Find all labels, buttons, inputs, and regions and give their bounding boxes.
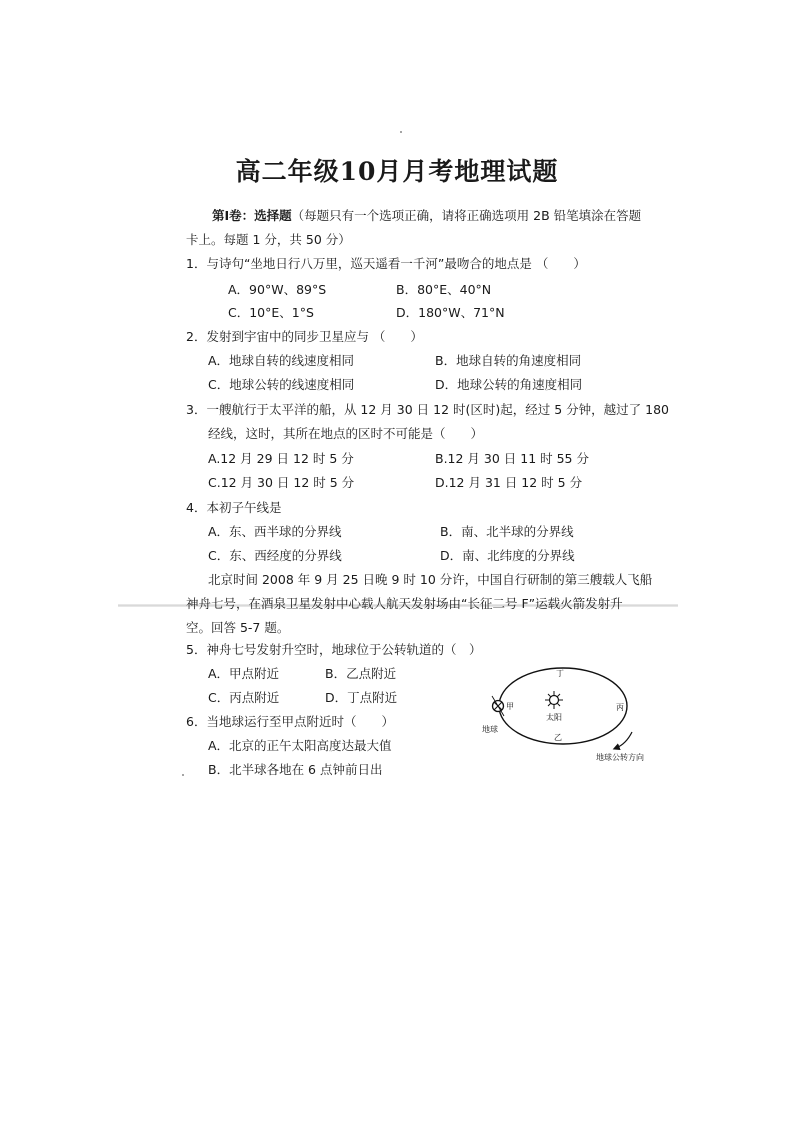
q2-option-a: A．地球自转的线速度相同 xyxy=(208,353,355,368)
section-intro-line-1 xyxy=(212,208,641,224)
passage-line-2: 神舟七号，在酒泉卫星发射中心载人航天发射场由“长征二号 F”运载火箭发射升 xyxy=(186,596,623,611)
q3-option-d: D.12 月 31 日 12 时 5 分 xyxy=(435,475,583,490)
point-yi-label: 乙 xyxy=(554,733,562,742)
point-bing-label: 丙 xyxy=(616,703,624,712)
q3-option-b: B.12 月 30 日 11 时 55 分 xyxy=(435,451,589,466)
q2-option-d: D．地球公转的角速度相同 xyxy=(435,377,583,392)
q4-option-a: A．东、西半球的分界线 xyxy=(208,524,342,539)
section-heading: 第Ⅰ卷：选择题 xyxy=(212,208,292,223)
q4-option-b: B．南、北半球的分界线 xyxy=(440,524,574,539)
scan-speck xyxy=(400,131,402,133)
q4-option-d: D．南、北纬度的分界线 xyxy=(440,548,575,563)
q1-option-a: A．90°W、89°S xyxy=(228,282,327,297)
scan-speck xyxy=(182,774,184,776)
q3-stem-line-1: 3．一艘航行于太平洋的船，从 12 月 30 日 12 时(区时)起，经过 5 分钟，越过了 180 xyxy=(186,402,669,417)
point-ding-label: 丁 xyxy=(556,669,564,678)
point-jia-label: 甲 xyxy=(506,702,514,711)
q1-option-c: C．10°E、1°S xyxy=(228,305,314,320)
section-instructions: （每题只有一个选项正确，请将正确选项用 2B 铅笔填涂在答题 xyxy=(291,208,642,223)
q1-option-d: D．180°W、71°N xyxy=(396,305,505,320)
q2-option-b: B．地球自转的角速度相同 xyxy=(435,353,582,368)
q1-stem: 1．与诗句“坐地日行八万里，巡天遥看一千河”最吻合的地点是 （ ） xyxy=(186,256,586,271)
exam-title: 高二年级10月月考地理试题 xyxy=(235,157,559,186)
q5-option-b: B．乙点附近 xyxy=(325,666,397,681)
q1-option-b: B．80°E、40°N xyxy=(396,282,492,297)
q6-stem: 6．当地球运行至甲点附近时（ ） xyxy=(186,714,394,729)
earth-label: 地球 xyxy=(482,725,498,734)
q6-option-b: B．北半球各地在 6 点钟前日出 xyxy=(208,762,383,777)
sun-icon xyxy=(545,691,563,709)
orbit-ellipse xyxy=(499,668,627,744)
q3-option-c: C.12 月 30 日 12 时 5 分 xyxy=(208,475,355,490)
passage-line-3: 空。回答 5-7 题。 xyxy=(186,620,290,635)
q3-option-a: A.12 月 29 日 12 时 5 分 xyxy=(208,451,354,466)
q5-option-a: A．甲点附近 xyxy=(208,666,280,681)
earth-icon xyxy=(492,696,504,716)
revolution-direction-label: 地球公转方向 xyxy=(596,753,644,762)
q4-stem: 4．本初子午线是 xyxy=(186,500,282,515)
q5-option-c: C．丙点附近 xyxy=(208,690,280,705)
sun-label: 太阳 xyxy=(546,713,562,722)
q2-stem: 2．发射到宇宙中的同步卫星应与 （ ） xyxy=(186,329,423,344)
q5-stem: 5．神舟七号发射升空时，地球位于公转轨道的（ ） xyxy=(186,642,482,657)
earth-orbit-diagram xyxy=(470,662,660,767)
revolution-direction-arrow xyxy=(616,732,632,748)
q3-stem-line-2: 经线，这时，其所在地点的区时不可能是（ ） xyxy=(208,426,484,441)
q2-option-c: C．地球公转的线速度相同 xyxy=(208,377,355,392)
q4-option-c: C．东、西经度的分界线 xyxy=(208,548,342,563)
q6-option-a: A．北京的正午太阳高度达最大值 xyxy=(208,738,392,753)
passage-line-1: 北京时间 2008 年 9 月 25 日晚 9 时 10 分许，中国自行研制的第三艘载人飞船 xyxy=(208,572,653,587)
section-intro-line-2: 卡上。每题 1 分，共 50 分） xyxy=(186,232,351,247)
q5-option-d: D．丁点附近 xyxy=(325,690,398,705)
